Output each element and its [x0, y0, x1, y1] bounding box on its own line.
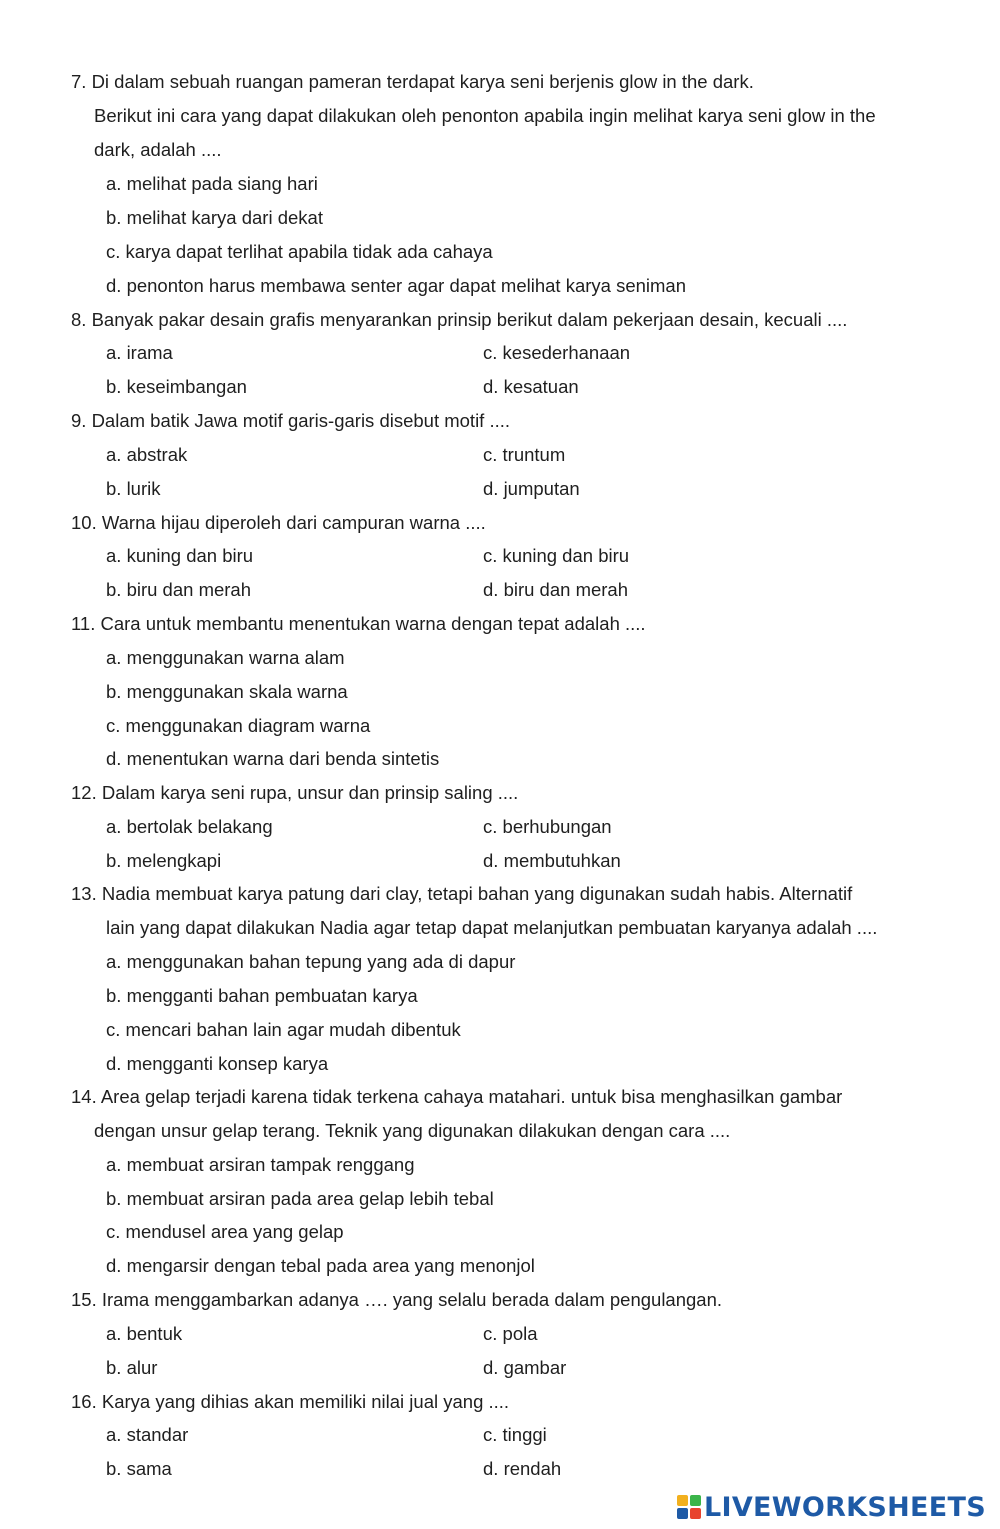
q10-text: 10. Warna hijau diperoleh dari campuran warna .... [71, 512, 486, 533]
q16-option-d[interactable]: d. rendah [483, 1458, 562, 1479]
q8-option-c[interactable]: c. kesederhanaan [483, 342, 631, 363]
q16-text: 16. Karya yang dihias akan memiliki nilai jual yang .... [71, 1391, 510, 1412]
q10-option-a[interactable]: a. kuning dan biru [106, 545, 254, 566]
q14-option-b[interactable]: b. membuat arsiran pada area gelap lebih tebal [106, 1188, 494, 1209]
q15-option-d[interactable]: d. gambar [483, 1357, 567, 1378]
q7-option-b[interactable]: b. melihat karya dari dekat [106, 207, 323, 228]
q15-option-a[interactable]: a. bentuk [106, 1323, 183, 1344]
q12-option-a[interactable]: a. bertolak belakang [106, 816, 273, 837]
q15-text: 15. Irama menggambarkan adanya …. yang selalu berada dalam pengulangan. [71, 1289, 723, 1310]
q8-option-b[interactable]: b. keseimbangan [106, 376, 247, 397]
liveworksheets-logo[interactable] [677, 1490, 986, 1524]
q10-option-c[interactable]: c. kuning dan biru [483, 545, 630, 566]
q13-option-c[interactable]: c. mencari bahan lain agar mudah dibentuk [106, 1019, 461, 1040]
q9-option-c[interactable]: c. truntum [483, 444, 566, 465]
q7-option-d[interactable]: d. penonton harus membawa senter agar dapat melihat karya seniman [106, 275, 687, 296]
q13-option-b[interactable]: b. mengganti bahan pembuatan karya [106, 985, 418, 1006]
q13-option-a[interactable]: a. menggunakan bahan tepung yang ada di dapur [106, 951, 516, 972]
q13-line-2: lain yang dapat dilakukan Nadia agar tetap dapat melanjutkan pembuatan karyanya adalah .... [106, 917, 878, 938]
q12-option-b[interactable]: b. melengkapi [106, 850, 222, 871]
q11-text: 11. Cara untuk membantu menentukan warna dengan tepat adalah .... [71, 613, 646, 634]
q12-option-c[interactable]: c. berhubungan [483, 816, 612, 837]
q7-line-2: Berikut ini cara yang dapat dilakukan oleh penonton apabila ingin melihat karya seni glow in the [94, 105, 876, 126]
q11-option-c[interactable]: c. menggunakan diagram warna [106, 715, 371, 736]
q7-option-c[interactable]: c. karya dapat terlihat apabila tidak ada cahaya [106, 241, 493, 262]
q12-option-d[interactable]: d. membutuhkan [483, 850, 621, 871]
logo-square-green [690, 1495, 701, 1506]
q16-option-b[interactable]: b. sama [106, 1458, 172, 1479]
q13-option-d[interactable]: d. mengganti konsep karya [106, 1053, 329, 1074]
q14-option-c[interactable]: c. mendusel area yang gelap [106, 1221, 344, 1242]
logo-square-red [690, 1508, 701, 1519]
q14-option-a[interactable]: a. membuat arsiran tampak renggang [106, 1154, 415, 1175]
q9-option-a[interactable]: a. abstrak [106, 444, 188, 465]
q14-option-d[interactable]: d. mengarsir dengan tebal pada area yang menonjol [106, 1255, 535, 1276]
q15-option-b[interactable]: b. alur [106, 1357, 158, 1378]
q9-option-d[interactable]: d. jumputan [483, 478, 580, 499]
q11-option-d[interactable]: d. menentukan warna dari benda sintetis [106, 748, 440, 769]
logo-text: LIVEWORKSHEETS [703, 1491, 986, 1523]
q10-option-d[interactable]: d. biru dan merah [483, 579, 629, 600]
q11-option-a[interactable]: a. menggunakan warna alam [106, 647, 345, 668]
q14-line-2: dengan unsur gelap terang. Teknik yang digunakan dilakukan dengan cara .... [94, 1120, 731, 1141]
q14-line-1: 14. Area gelap terjadi karena tidak terkena cahaya matahari. untuk bisa menghasilkan gambar [71, 1086, 843, 1107]
q16-option-c[interactable]: c. tinggi [483, 1424, 547, 1445]
liveworksheets-logo-icon [677, 1495, 701, 1519]
q8-option-a[interactable]: a. irama [106, 342, 173, 363]
logo-square-blue [677, 1508, 688, 1519]
q8-option-d[interactable]: d. kesatuan [483, 376, 579, 397]
q16-option-a[interactable]: a. standar [106, 1424, 189, 1445]
q9-option-b[interactable]: b. lurik [106, 478, 161, 499]
q12-text: 12. Dalam karya seni rupa, unsur dan prinsip saling .... [71, 782, 519, 803]
q10-option-b[interactable]: b. biru dan merah [106, 579, 252, 600]
q7-line-1: 7. Di dalam sebuah ruangan pameran terdapat karya seni berjenis glow in the dark. [71, 71, 754, 92]
q7-line-3: dark, adalah .... [94, 139, 222, 160]
q9-text: 9. Dalam batik Jawa motif garis-garis disebut motif .... [71, 410, 511, 431]
q8-text: 8. Banyak pakar desain grafis menyarankan prinsip berikut dalam pekerjaan desain, kecuali .... [71, 309, 848, 330]
q15-option-c[interactable]: c. pola [483, 1323, 538, 1344]
q13-line-1: 13. Nadia membuat karya patung dari clay, tetapi bahan yang digunakan sudah habis. Alternatif [71, 883, 853, 904]
q7-option-a[interactable]: a. melihat pada siang hari [106, 173, 318, 194]
q11-option-b[interactable]: b. menggunakan skala warna [106, 681, 348, 702]
logo-square-yellow [677, 1495, 688, 1506]
